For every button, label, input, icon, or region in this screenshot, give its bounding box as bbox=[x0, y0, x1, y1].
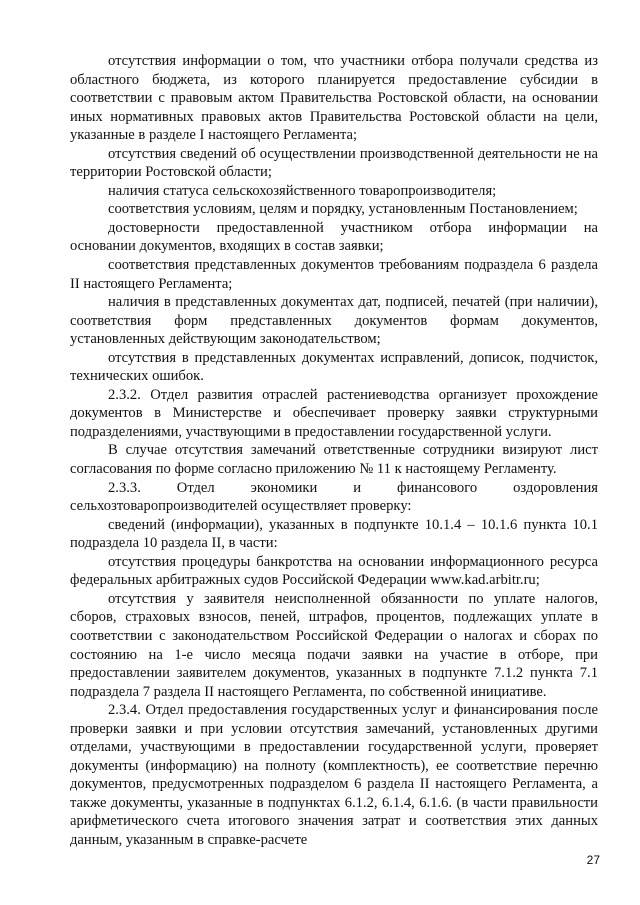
paragraph: 2.3.3. Отдел экономики и финансового оздоровления сельхозтоваропроизводителей осуществляет проверку: bbox=[70, 479, 598, 515]
paragraph: 2.3.4. Отдел предоставления государственных услуг и финансирования после проверки заявки и при условии отсутствия замечаний, установленных другими отделами, участвующими в предоставлении государственной услуги, проверяет документы (информацию) на полноту (комплектность), ее соответствие перечню документов, предусмотренных подразделом 6 раздела II настоящего Регламента, а также документы, указанные в подпунктах 6.1.2, 6.1.4, 6.1.6. (в части правильности арифметического счета итогового значения затрат и соответствия этих данных данным, указанным в справке-расчете bbox=[70, 702, 598, 848]
paragraph: отсутствия информации о том, что участники отбора получали средства из областного бюджета, из которого планируется предоставление субсидии в соответствии с правовым актом Правительства Ростовской области, на основании иных нормативных правовых актов Правительства Ростовской области на цели, указанные в разделе I настоящего Регламента; bbox=[70, 53, 598, 144]
paragraph: наличия статуса сельскохозяйственного товаропроизводителя; bbox=[108, 182, 497, 199]
paragraph: отсутствия у заявителя неисполненной обязанности по уплате налогов, сборов, страховых взносов, пеней, штрафов, процентов, подлежащих уплате в соответствии с законодательством Российской Федерации о налогах и сборах по состоянию на 1-е число месяца подачи заявки на участие в отборе, при предоставлении заявителем документов, указанных в подпункте 7.1.2 пункта 7.1 подраздела 7 раздела II настоящего Регламента, по собственной инициативе. bbox=[70, 590, 598, 700]
paragraph: достоверности предоставленной участником отбора информации на основании документов, входящих в состав заявки; bbox=[70, 219, 598, 255]
paragraph: соответствия представленных документов требованиям подраздела 6 раздела II настоящего Регламента; bbox=[70, 257, 598, 292]
paragraph: В случае отсутствия замечаний ответственные сотрудники визируют лист согласования по форме согласно приложению № 11 к настоящему Регламенту. bbox=[70, 442, 598, 478]
paragraph: отсутствия в представленных документах исправлений, дописок, подчисток, технических ошибок. bbox=[70, 349, 598, 385]
paragraph: соответствия условиям, целям и порядку, установленным Постановлением; bbox=[108, 201, 578, 218]
paragraph: наличия в представленных документах дат, подписей, печатей (при наличии), соответствия форм представленных документов формам документов, установленных действующим законодательством; bbox=[70, 294, 598, 348]
page-number: 27 bbox=[586, 853, 600, 867]
document-body bbox=[70, 52, 598, 850]
paragraph: сведений (информации), указанных в подпункте 10.1.4 – 10.1.6 пункта 10.1 подраздела 10 раздела II, в части: bbox=[70, 516, 598, 552]
paragraph: отсутствия процедуры банкротства на основании информационного ресурса федеральных арбитражных судов Российской Федерации www.kad.arbitr.ru; bbox=[70, 553, 598, 589]
paragraph: 2.3.2. Отдел развития отраслей растениеводства организует прохождение документов в Министерстве и обеспечивает проверку заявки структурными подразделениями, участвующими в предоставлении государственной услуги. bbox=[70, 386, 598, 440]
paragraph: отсутствия сведений об осуществлении производственной деятельности не на территории Ростовской области; bbox=[70, 145, 598, 181]
